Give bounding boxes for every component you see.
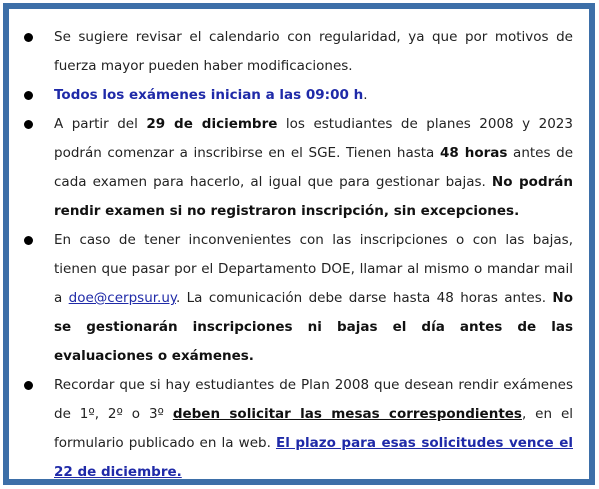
registration-warning: No podrán rendir examen si no registraron inscripción, sin excepciones. (54, 174, 573, 219)
notice-item-plan-2008 (9, 371, 589, 487)
start-time-period: . (363, 87, 368, 103)
problems-text-1: En caso de tener inconvenientes con las inscripciones o con las bajas, tienen que pasar por el Departamento DOE, llamar al mismo o mandar mail a (54, 232, 573, 306)
notice-item-calendar (9, 23, 589, 81)
plan-request-note: deben solicitar las mesas correspondientes (172, 406, 522, 422)
registration-hours: 48 horas (439, 145, 508, 161)
bullet-icon (24, 120, 33, 129)
notice-box (3, 3, 595, 485)
notice-item-problems (9, 226, 589, 371)
bullet-icon (24, 91, 33, 100)
start-time-text: Todos los exámenes inician a las 09:00 h (54, 87, 364, 103)
problems-text-2: . La comunicación debe darse hasta 48 horas antes. (175, 290, 553, 306)
registration-text-1: A partir del (54, 116, 147, 132)
plan-text-2: , en el formulario publicado en la web. (54, 406, 574, 451)
notice-item-registration (9, 110, 589, 226)
bullet-icon (24, 33, 33, 42)
notice-list (9, 23, 589, 487)
plan-text-1: Recordar que si hay estudiantes de Plan 2008 que desean rendir exámenes de 1º, 2º o 3º (54, 377, 573, 422)
plan-deadline: El plazo para esas solicitudes vence el 22 de diciembre. (54, 435, 573, 480)
calendar-note-text: Se sugiere revisar el calendario con regularidad, ya que por motivos de fuerza mayor pueden haber modificaciones. (54, 29, 573, 74)
doe-email-link[interactable]: doe@cerpsur.uy (68, 290, 176, 306)
bullet-icon (24, 236, 33, 245)
registration-text-2: los estudiantes de planes 2008 y 2023 podrán comenzar a inscribirse en el SGE. Tienen hasta (54, 116, 573, 161)
registration-text-3: antes de cada examen para hacerlo, al igual que para gestionar bajas. (54, 145, 573, 190)
bullet-icon (24, 381, 33, 390)
registration-date: 29 de diciembre (146, 116, 278, 132)
notice-item-start-time (9, 81, 589, 110)
problems-warning: No se gestionarán inscripciones ni bajas el día antes de las evaluaciones o exámenes. (54, 290, 573, 364)
